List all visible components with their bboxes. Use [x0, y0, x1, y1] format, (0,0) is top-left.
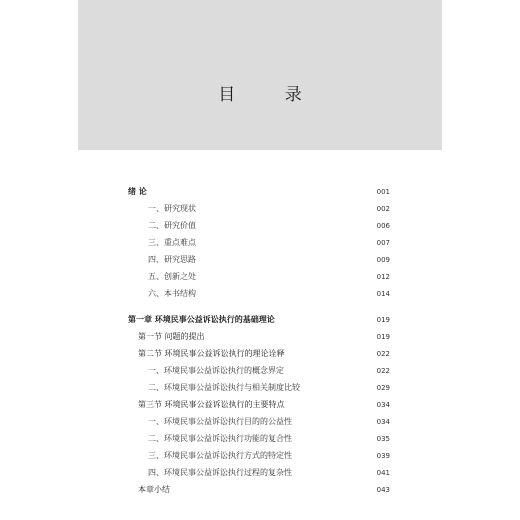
toc-entry-page: 035 [376, 435, 390, 443]
toc-entry-page: 034 [376, 418, 390, 426]
toc-entry[interactable] [128, 235, 390, 251]
toc-entry[interactable] [128, 329, 390, 345]
toc-entry-label: 五、创新之处 [148, 272, 196, 281]
toc-entry-label: 第三节 环境民事公益诉讼执行的主要特点 [138, 400, 285, 409]
toc-entry[interactable] [128, 448, 390, 464]
toc-entry-label: 六、本书结构 [148, 289, 196, 298]
toc-entry-label: 二、环境民事公益诉讼执行与相关制度比较 [148, 383, 300, 392]
toc-entry[interactable] [128, 380, 390, 396]
toc-entry-page: 041 [376, 469, 390, 477]
toc-entry-label: 二、环境民事公益诉讼执行功能的复合性 [148, 434, 292, 443]
toc-entry[interactable] [128, 465, 390, 481]
toc-entry-page: 034 [376, 401, 390, 409]
toc-entry[interactable] [128, 269, 390, 285]
toc-entry-label: 第一节 问题的提出 [138, 332, 205, 341]
toc-entry[interactable] [128, 397, 390, 413]
toc-entry[interactable] [128, 312, 390, 328]
toc-entry-label: 一、环境民事公益诉讼执行目的的公益性 [148, 417, 292, 426]
toc-entry-page: 007 [376, 239, 390, 247]
toc-entry-label: 四、研究思路 [148, 255, 196, 264]
toc-entry[interactable] [128, 431, 390, 447]
toc-entry-page: 014 [376, 290, 390, 298]
toc-entry-label: 一、研究现状 [148, 204, 196, 213]
toc-entry[interactable] [128, 482, 390, 498]
toc-entry-label: 三、重点难点 [148, 238, 196, 247]
toc-entry-page: 022 [376, 350, 390, 358]
toc-entry-label: 绪 论 [128, 187, 147, 196]
toc-entry-label: 二、研究价值 [148, 221, 196, 230]
toc-entry-label: 三、环境民事公益诉讼执行方式的特定性 [148, 451, 292, 460]
toc-entry[interactable] [128, 286, 390, 302]
toc-entry-page: 043 [376, 486, 390, 494]
toc-entry[interactable] [128, 218, 390, 234]
header-band [78, 0, 442, 150]
toc-entry-label: 本章小结 [138, 485, 170, 494]
toc-entry[interactable] [128, 184, 390, 200]
book-page [78, 0, 442, 520]
toc-entry[interactable] [128, 201, 390, 217]
toc-entry[interactable] [128, 414, 390, 430]
toc-entry-label: 四、环境民事公益诉讼执行过程的复杂性 [148, 468, 292, 477]
toc-entry-label: 第二节 环境民事公益诉讼执行的理论诠释 [138, 349, 285, 358]
toc-entry-page: 019 [376, 333, 390, 341]
toc-entry-label: 第一章 环境民事公益诉讼执行的基础理论 [128, 315, 275, 324]
toc-entry-page: 012 [376, 273, 390, 281]
toc-entry-page: 001 [376, 188, 390, 196]
toc-entry-page: 019 [376, 316, 390, 324]
toc-entry[interactable] [128, 363, 390, 379]
page-title: 目 录 [218, 85, 324, 105]
toc-entry-page: 029 [376, 384, 390, 392]
toc-entry-label: 一、环境民事公益诉讼执行的概念界定 [148, 366, 284, 375]
toc-entry[interactable] [128, 346, 390, 362]
toc-entry-page: 039 [376, 452, 390, 460]
toc-entry-page: 022 [376, 367, 390, 375]
toc-entry-page: 006 [376, 222, 390, 230]
toc-entry[interactable] [128, 252, 390, 268]
toc-entry-page: 002 [376, 205, 390, 213]
toc-entry-page: 009 [376, 256, 390, 264]
